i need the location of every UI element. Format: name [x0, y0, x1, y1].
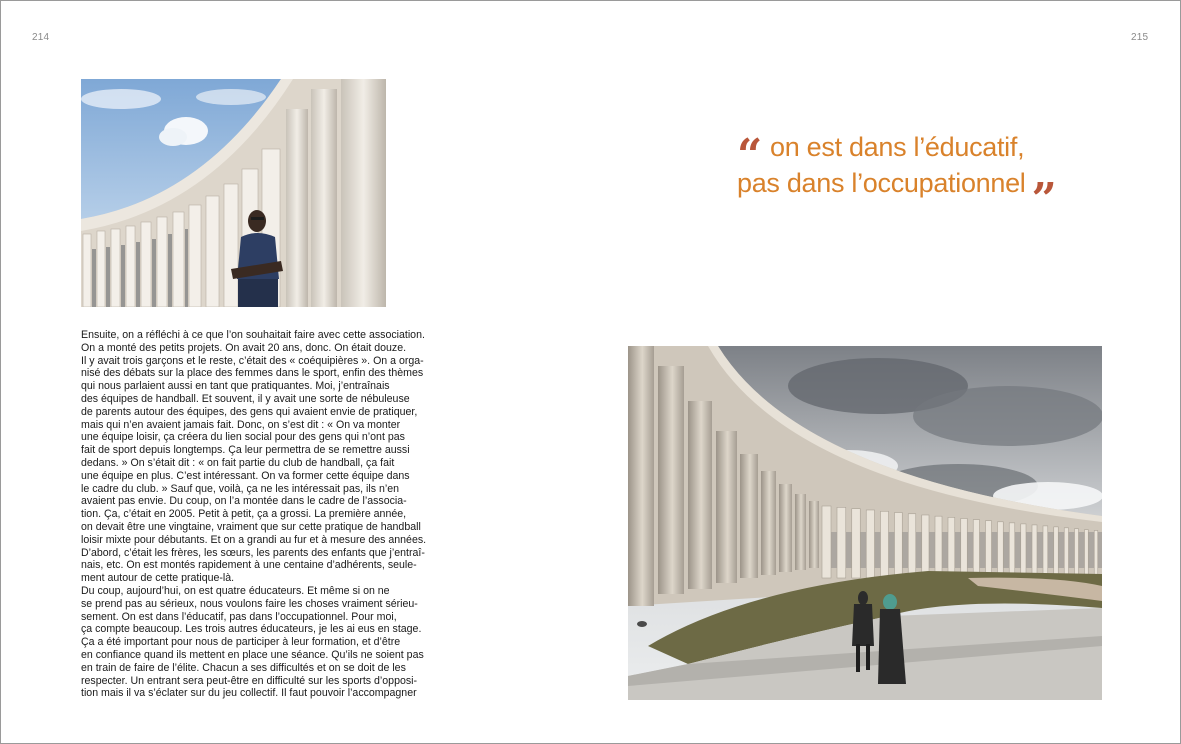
body-text-line: le cadre du club. » Sauf que, voilà, ça ne les intéressait pas, ils n’en	[81, 482, 399, 495]
body-text-line: des équipes de handball. Et souvent, il y avait une sorte de nébuleuse	[81, 392, 410, 405]
body-text-line: se prend pas au sérieux, nous voulons faire les choses vraiment sérieu-	[81, 597, 418, 610]
body-text-line: avaient pas envie. Du coup, on l’a montée dans le cadre de l’associa-	[81, 495, 407, 508]
page-number-right: 215	[1131, 32, 1149, 43]
body-text-line: une équipe en plus. C’est intéressant. On va former cette équipe dans	[81, 469, 410, 482]
body-text-line: en train de faire de l’élite. Chacun a ses difficultés et on se doit de les	[81, 661, 406, 674]
body-text-line: en confiance quand ils mettent en place une séance. Qu’ils ne soient pas	[81, 648, 424, 661]
body-text-line: respecter. Un entrant sera peut-être en difficulté sur les sports d’opposi-	[81, 674, 418, 687]
body-text-line: qui nous parlaient aussi en tant que pratiquantes. Moi, j’entraînais	[81, 380, 390, 393]
body-text-line: nais, etc. On est montés rapidement à une centaine d’adhérents, seule-	[81, 559, 417, 572]
pull-quote-text-2: pas dans l’occupationnel	[737, 168, 1026, 198]
body-text-line: Ça a été important pour nous de participer à leur formation, et d’être	[81, 636, 401, 649]
body-text-line: on devait être une vingtaine, vraiment que sur cette pratique de handball	[81, 520, 421, 533]
pull-quote-text-1: on est dans l’éducatif,	[770, 132, 1025, 162]
body-text-line: tion mais il va s’éclater sur du jeu collectif. Il faut pouvoir l’accompagner	[81, 687, 417, 700]
pull-quote-line-1	[737, 129, 1057, 181]
body-text-line: Il y avait trois garçons et le reste, c’était des « coéquipières ». On a orga-	[81, 354, 424, 367]
body-text-line: loisir mixte pour débutants. Et on a grandi au fur et à mesure des années.	[81, 533, 427, 546]
portrait-photo	[81, 79, 386, 307]
body-text-line: Du coup, aujourd’hui, on est quatre éducateurs. Et même si on ne	[81, 584, 390, 597]
article-body-text	[81, 329, 441, 700]
body-text-line: Ensuite, on a réfléchi à ce que l’on souhaitait faire avec cette association.	[81, 329, 425, 341]
open-quote-mark: “	[737, 130, 763, 181]
body-text-line: tion. Ça, c’était en 2005. Petit à petit, ça a grossi. La première année,	[81, 508, 407, 521]
pull-quote-line-2	[737, 165, 1057, 225]
body-text-line: D’abord, c’était les frères, les sœurs, les parents des enfants que j’entraî-	[81, 546, 425, 559]
body-text-line: mais qui n’en avaient jamais fait. Donc, on s’est dit : « On va monter	[81, 418, 401, 431]
page-number-left: 214	[32, 32, 50, 43]
close-quote-mark: ”	[1031, 174, 1057, 225]
body-text-line: une équipe loisir, ça créera du lien social pour des gens qui n’ont pas	[81, 431, 405, 444]
body-text-line: On a monté des petits projets. On avait 20 ans, donc. On était douze.	[81, 341, 407, 354]
body-text-line: nisé des débats sur la place des femmes dans le sport, enfin des thèmes	[81, 367, 424, 380]
body-text-line: sement. On est dans l’éducatif, pas dans l’occupationnel. Pour moi,	[81, 610, 397, 623]
pull-quote	[737, 129, 1057, 225]
body-text-line: ça compte beaucoup. Les trois autres éducateurs, je les ai eus en stage.	[81, 623, 422, 636]
body-text-line: ment autour de cette pratique-là.	[81, 572, 235, 585]
courtyard-photo	[628, 346, 1102, 700]
body-text-line: dedans. » On s’était dit : « on fait partie du club de handball, ça fait	[81, 456, 395, 469]
body-text-line: de parents autour des équipes, des gens qui avaient envie de pratiquer,	[81, 405, 418, 418]
body-text-line: fait de sport depuis longtemps. Ça leur permettra de se remettre aussi	[81, 444, 410, 457]
